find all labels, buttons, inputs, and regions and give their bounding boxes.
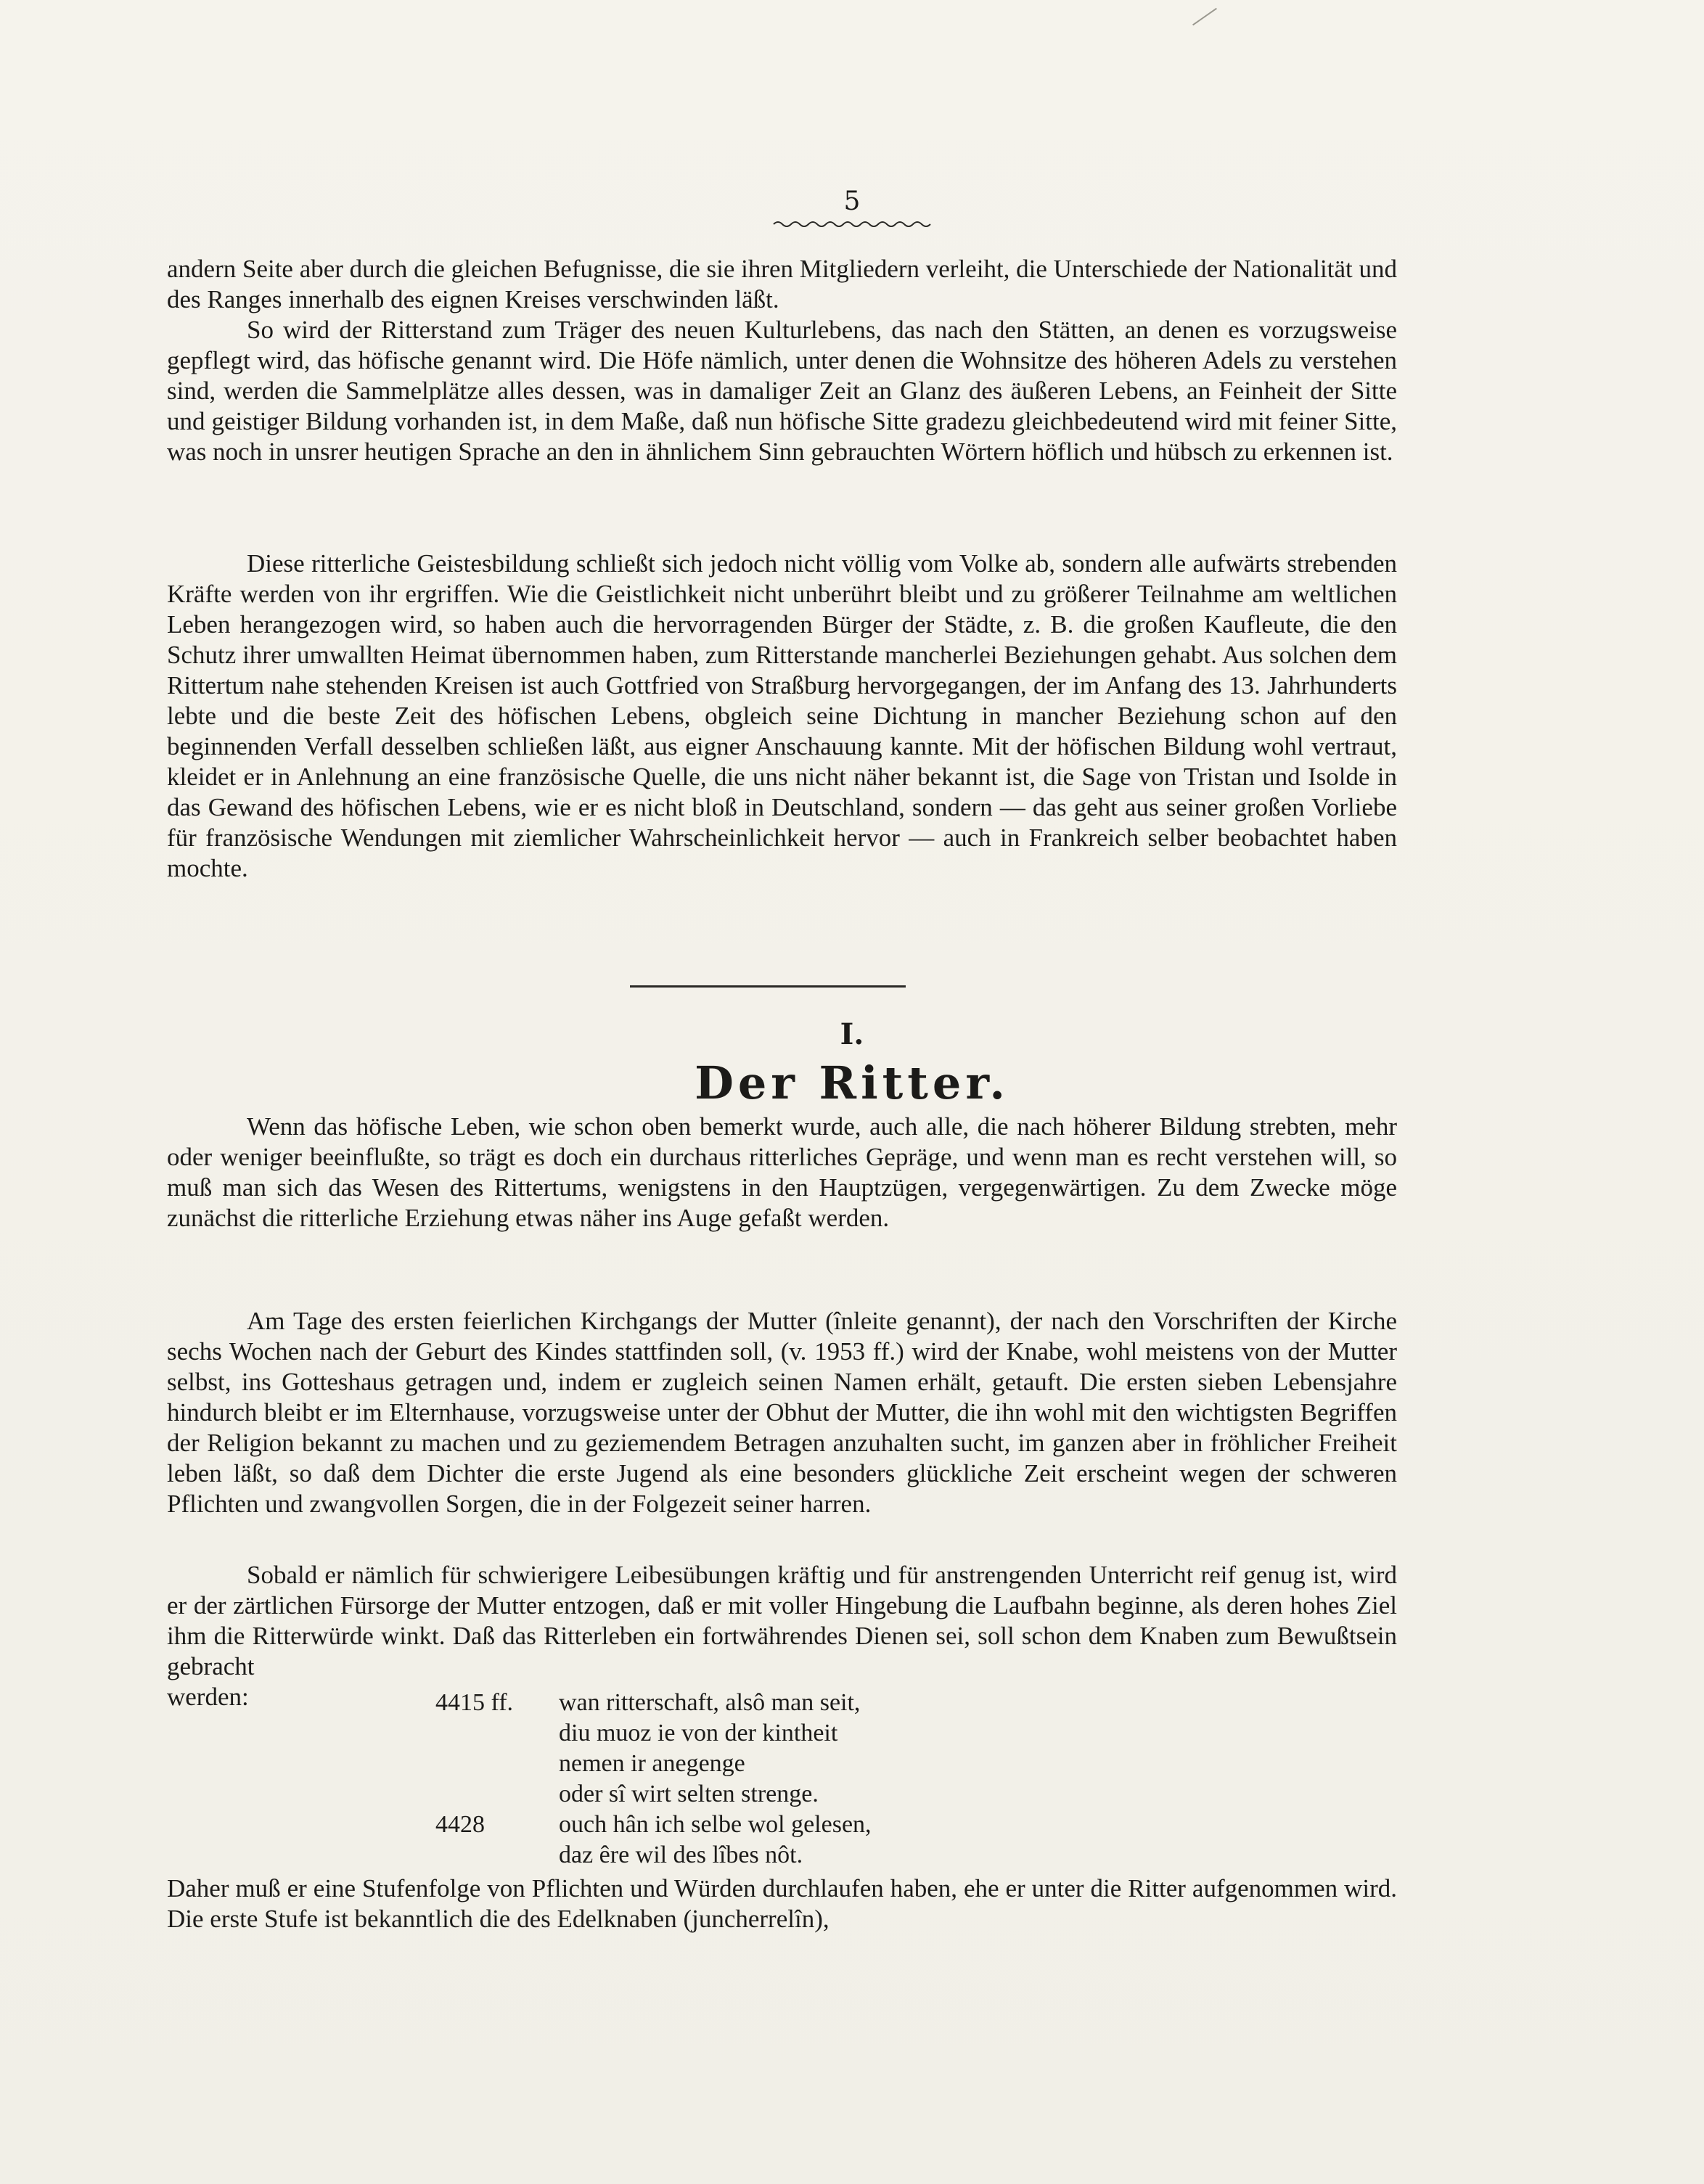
page-header [0,187,1704,229]
page-number: 5 [843,186,861,216]
verse-line [167,1840,1397,1871]
intro-paragraph-2: So wird der Ritterstand zum Träger des neuen Kulturlebens, das nach den Stätten, an denen es vorzugsweise gepflegt wird, das höfische genannt wird. Die Höfe nämlich, unter denen die Wohnsitze des höheren Adels zu verstehen sind, werden die Sammelplätze alles dessen, was in damaliger Zeit an Glanz des äußeren Lebens, an Feinheit der Sitte und geistiger Bildung vorhanden ist, in dem Maße, daß nun höfische Sitte gradezu gleichbedeutend wird mit feiner Sitte, was noch in unsrer heutigen Sprache an den in ähnlichem Sinn gebrauchten Wörtern höflich und hübsch zu erkennen ist. [167,316,1397,466]
section-paragraph-3: Sobald er nämlich für schwierigere Leibesübungen kräftig und für anstrengenden Unterricht reif genug ist, wird er der zärtlichen Fürsorge der Mutter entzogen, daß er mit voller Hingebung die Laufbahn beginne, als deren hohes Ziel ihm die Ritterwürde winkt. Daß das Ritterleben ein fortwährendes Dienen sei, soll schon dem Knaben zum Bewußtsein gebracht [167,1561,1397,1680]
verse-lead-word: werden: [167,1683,249,1711]
section-paragraph-2: Am Tage des ersten feierlichen Kirchgangs der Mutter (înleite genannt), der nach den Vorschriften der Kirche sechs Wochen nach der Geburt des Kindes stattfinden soll, (v. 1953 ff.) wird der Knabe, wohl meistens von der Mutter selbst, ins Gotteshaus getragen und, indem er zugleich seinen Namen erhält, getauft. Die ersten sieben Lebensjahre hindurch bleibt er im Elternhause, vorzugsweise unter der Obhut der Mutter, die ihn wohl mit den wichtigsten Begriffen der Religion bekannt zu machen und zu geziemendem Betragen anzuhalten sucht, im ganzen aber in fröhlicher Freiheit leben läßt, so daß dem Dichter die erste Jugend als eine besonders glückliche Zeit erscheint wegen der schweren Pflichten und zwangvollen Sorgen, die in der Folgezeit seiner harren. [167,1307,1397,1518]
closing-paragraph: Daher muß er eine Stufenfolge von Pflichten und Würden durchlaufen haben, ehe er unter die Ritter aufgenommen wird. Die erste Stufe ist bekanntlich die des Edelknaben (juncherrelîn), [167,1874,1397,1933]
section-title: Der Ritter. [695,1056,1009,1109]
wave-ornament-icon [772,219,932,229]
verse-text: oder sî wirt selten strenge. [559,1781,819,1807]
verse-reference: 4428 [435,1811,485,1838]
verse-text: diu muoz ie von der kintheit [559,1720,838,1746]
verse-line [167,1779,1397,1810]
verse-text: nemen ir anegenge [559,1750,745,1777]
verse-line [167,1688,1397,1718]
intro-paragraph-3: Diese ritterliche Geistesbildung schließt sich jedoch nicht völlig vom Volke ab, sondern alle aufwärts strebenden Kräfte werden von ihr ergriffen. Wie die Geistlichkeit nicht unberührt bleibt und zu größerer Teilnahme am weltlichen Leben herangezogen wird, so haben auch die hervorragenden Bürger der Städte, z. B. die großen Kaufleute, die den Schutz ihrer umwallten Heimat übernommen haben, zum Ritterstande mancherlei Beziehungen gehabt. Aus solchen dem Rittertum nahe stehenden Kreisen ist auch Gottfried von Straßburg hervorgegangen, der im Anfang des 13. Jahrhunderts lebte und die beste Zeit des höfischen Lebens, obgleich seine Dichtung in mancher Beziehung schon auf den beginnenden Verfall desselben schließen läßt, aus eigner Anschauung kannte. Mit der höfischen Bildung wohl vertraut, kleidet er in Anlehnung an eine französische Quelle, die uns nicht näher bekannt ist, die Sage von Tristan und Isolde in das Gewand des höfischen Lebens, wie er es nicht bloß in Deutschland, sondern — das geht aus seiner großen Vorliebe für französische Wendungen mit ziemlicher Wahrscheinlichkeit hervor — auch in Frankreich selber beobachtet haben mochte. [167,549,1397,882]
verse-text: daz êre wil des lîbes nôt. [559,1842,803,1868]
pencil-mark [1192,8,1217,26]
verse-text: wan ritterschaft, alsô man seit, [559,1689,861,1716]
section-paragraph-1: Wenn das höfische Leben, wie schon oben bemerkt wurde, auch alle, die nach höherer Bildung strebten, mehr oder weniger beeinflußte, so trägt es doch ein durchaus ritterliches Gepräge, und wenn man es recht verstehen will, so muß man sich das Wesen des Rittertums, wenigstens in den Hauptzügen, vergegenwärtigen. Zu dem Zwecke möge zunächst die ritterliche Erziehung etwas näher ins Auge gefaßt werden. [167,1112,1397,1232]
verse-line [167,1749,1397,1779]
verse-quotation [167,1688,1397,1871]
intro-paragraph-1: andern Seite aber durch die gleichen Befugnisse, die sie ihren Mitgliedern verleiht, die Unterschiede der Nationalität und des Ranges innerhalb des eignen Kreises verschwinden läßt. [167,255,1397,313]
section-number: I. [840,1017,864,1051]
verse-line [167,1810,1397,1840]
verse-line [167,1718,1397,1749]
verse-reference: 4415 ff. [435,1689,514,1716]
verse-text: ouch hân ich selbe wol gelesen, [559,1811,872,1838]
section-divider [630,985,906,988]
